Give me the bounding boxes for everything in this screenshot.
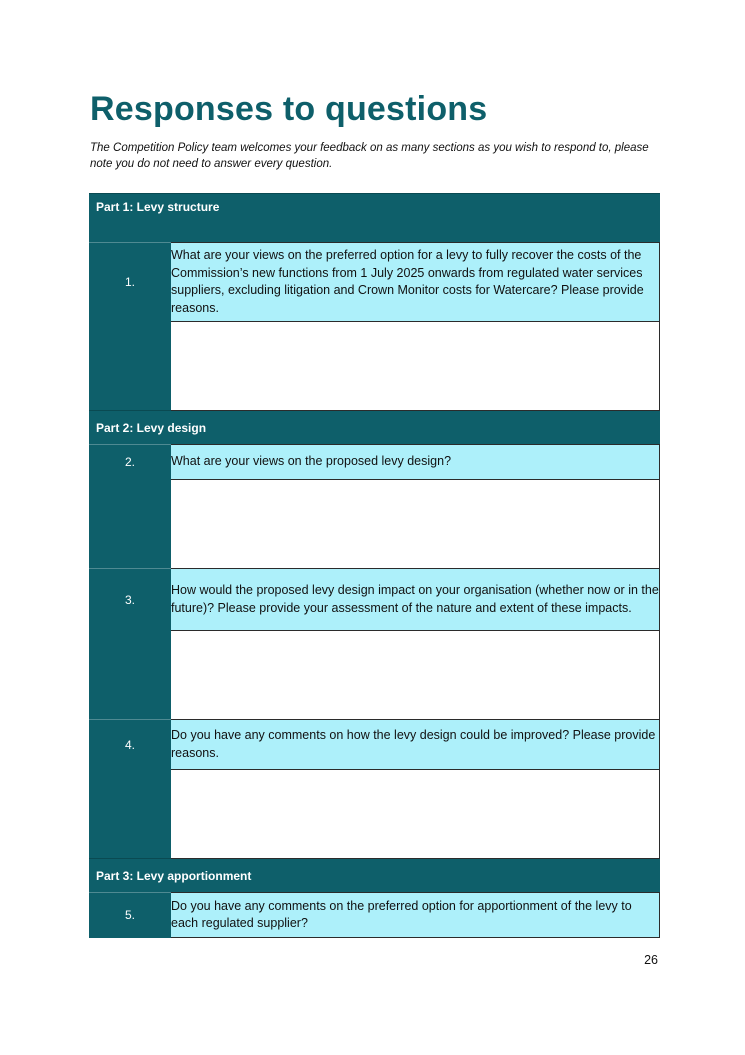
response-field-q4[interactable] [171,770,660,859]
question-number: 2. [89,445,171,480]
part-header-row [89,194,660,243]
part-2-title: Part 2: Levy design [89,411,660,445]
question-number: 4. [89,720,171,770]
question-number: 5. [89,893,171,938]
response-row [89,480,660,569]
page-number: 26 [644,953,658,967]
part-header-row [89,859,660,893]
part-header-row [89,411,660,445]
intro-text: The Competition Policy team welcomes your feedback on as many sections as you wish to respond to, please note you do not need to answer every question. [90,142,649,170]
response-spacer [89,480,171,569]
question-row [89,243,660,322]
question-row [89,445,660,480]
question-number: 3. [89,569,171,631]
questions-table [89,193,660,938]
response-spacer [89,631,171,720]
question-text: Do you have any comments on the preferred option for apportionment of the levy to each regulated supplier? [171,893,660,938]
question-row [89,720,660,770]
page-title: Responses to questions [90,90,488,128]
question-text: What are your views on the preferred option for a levy to fully recover the costs of the Commission’s new functions from 1 July 2025 onwards from regulated water services suppliers, excluding litigation and Crown Monitor costs for Watercare? Please provide reasons. [171,243,660,322]
response-field-q2[interactable] [171,480,660,569]
question-row [89,893,660,938]
question-number: 1. [89,243,171,322]
response-spacer [89,322,171,411]
response-row [89,322,660,411]
question-text: Do you have any comments on how the levy design could be improved? Please provide reasons. [171,720,660,770]
response-spacer [89,770,171,859]
response-field-q3[interactable] [171,631,660,720]
question-row [89,569,660,631]
response-field-q1[interactable] [171,322,660,411]
question-text: What are your views on the proposed levy design? [171,445,660,480]
question-text: How would the proposed levy design impact on your organisation (whether now or in the future)? Please provide your assessment of the nature and extent of these impacts. [171,569,660,631]
part-3-title: Part 3: Levy apportionment [89,859,660,893]
part-1-title: Part 1: Levy structure [89,194,660,243]
response-row [89,770,660,859]
response-row [89,631,660,720]
